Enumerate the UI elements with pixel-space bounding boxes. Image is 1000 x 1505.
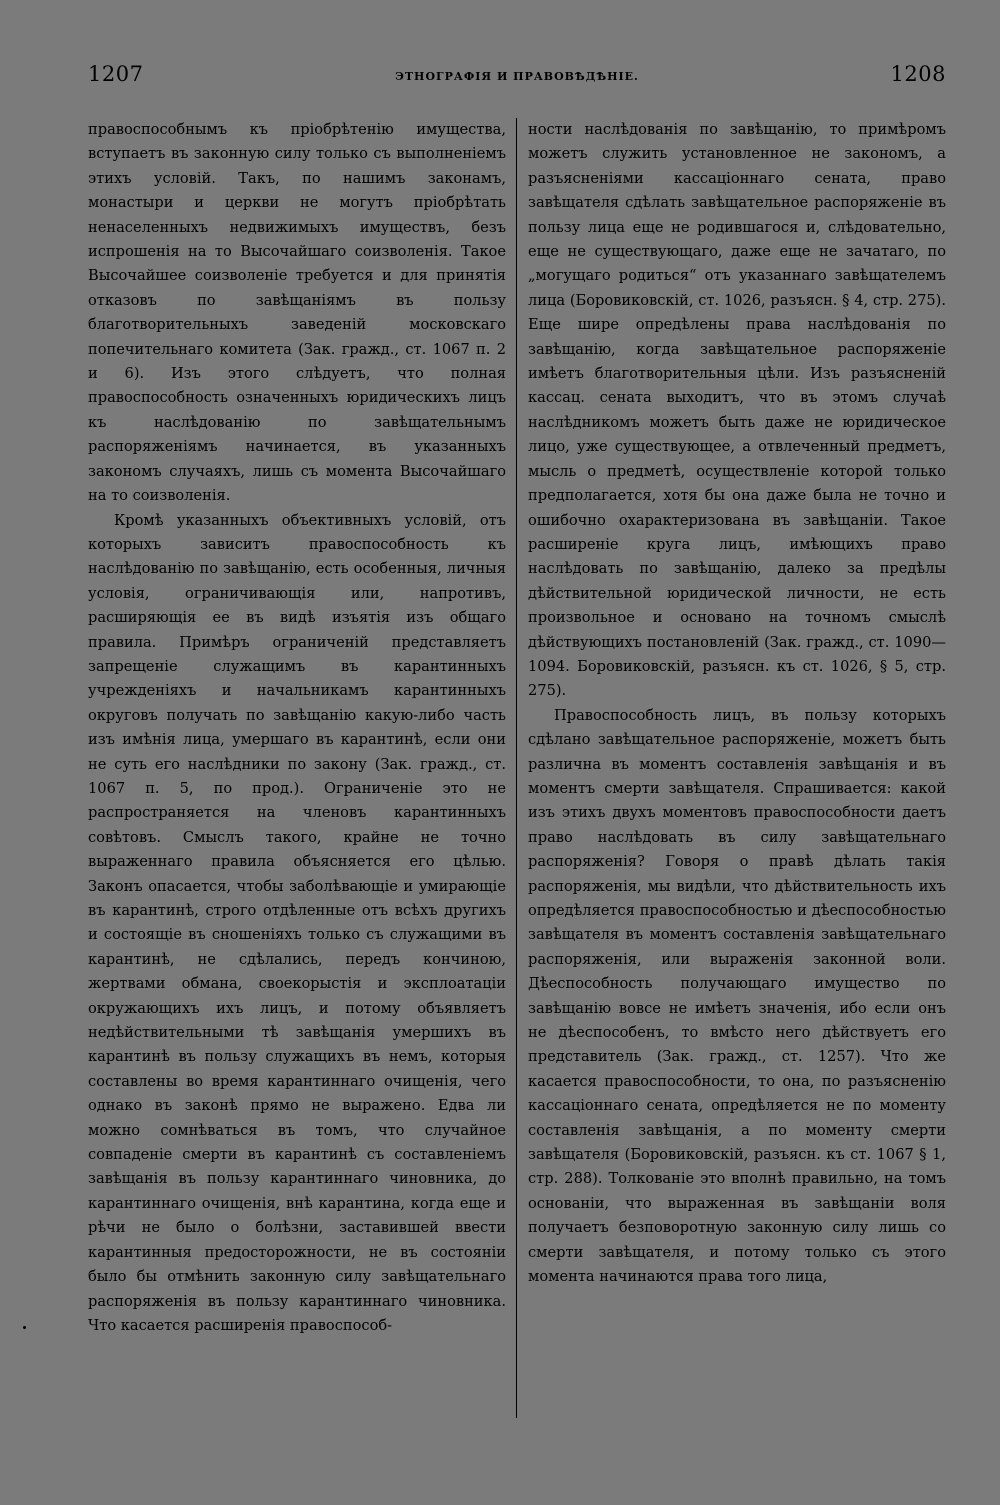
page-number-left: 1207	[88, 62, 144, 86]
page-number-right: 1208	[890, 62, 946, 86]
left-column	[88, 118, 506, 1338]
running-header	[88, 62, 946, 94]
paragraph: Правоспособность лицъ, въ пользу которыхъ сдѣлано завѣщательное распоряженіе, можетъ быть различна въ моментъ составленія завѣщанія и въ моментъ смерти завѣщателя. Спрашивается: какой изъ этихъ двухъ моментовъ правоспособности даетъ право наслѣдовать въ силу завѣщательнаго распоряженія? Говоря о правѣ дѣлать такія распоряженія, мы видѣли, что дѣйствительность ихъ опредѣляется правоспособностью и дѣеспособностью завѣщателя въ моментъ составленія завѣщательнаго распоряженія, или выраженія законной воли. Дѣеспособность получающаго имущество по завѣщанію вовсе не имѣетъ значенія, ибо если онъ не дѣеспособенъ, то вмѣсто него дѣйствуетъ его представитель (Зак. гражд., ст. 1257). Что же касается правоспособности, то она, по разъясненію кассаціоннаго сената, опредѣляется не по моменту составленія завѣщанія, а по моменту смерти завѣщателя (Боровиковскій, разъясн. къ ст. 1067 § 1, стр. 288). Толкованіе это вполнѣ правильно, на томъ основаніи, что выраженная въ завѣщаніи воля получаетъ безповоротную законную силу лишь со смерти завѣщателя, и потому только съ этого момента начинаются права того лица,	[528, 706, 946, 1286]
running-title: ЭТНОГРАФІЯ И ПРАВОВѢДѢНІЕ.	[395, 70, 639, 83]
paragraph: правоспособнымъ къ пріобрѣтенію имущества, вступаетъ въ законную силу только съ выполненіемъ этихъ условій. Такъ, по нашимъ законамъ, монастыри и церкви не могутъ пріобрѣтать ненаселенныхъ недвижимыхъ имуществъ, безъ испрошенія на то Высочайшаго соизволенія. Такое Высочайшее соизволеніе требуется и для принятія отказовъ по завѣщаніямъ въ пользу благотворительныхъ заведеній московскаго попечительнаго комитета (Зак. гражд., ст. 1067 п. 2 и 6). Изъ этого слѣдуетъ, что полная правоспособность означенныхъ юридическихъ лицъ къ наслѣдованію по завѣщательнымъ распоряженіямъ начинается, въ указанныхъ закономъ случаяхъ, лишь съ момента Высочайшаго на то соизволенія.	[88, 121, 506, 505]
right-column	[528, 118, 946, 1290]
paragraph: Кромѣ указанныхъ объективныхъ условій, отъ которыхъ зависитъ правоспособность къ наслѣдованію по завѣщанію, есть особенныя, личныя условія, ограничивающія или, напротивъ, расширяющія ее въ видѣ изъятія изъ общаго правила. Примѣръ ограниченій представляетъ запрещеніе служащимъ въ карантинныхъ учрежденіяхъ и начальникамъ карантинныхъ округовъ получать по завѣщанію какую-либо часть изъ имѣнія лица, умершаго въ карантинѣ, если они не суть его наслѣдники по закону (Зак. гражд., ст. 1067 п. 5, по прод.). Ограниченіе это не распространяется на членовъ карантинныхъ совѣтовъ. Смыслъ такого, крайне не точно выраженнаго правила объясняется его цѣлью. Законъ опасается, чтобы заболѣвающіе и умирающіе въ карантинѣ, строго отдѣленные отъ всѣхъ другихъ и состоящіе въ сношеніяхъ только съ служащими въ карантинѣ, не сдѣлались, передъ кончиною, жертвами обмана, своекорыстія и эксплоатаціи окружающихъ ихъ лицъ, и потому объявляетъ недѣйствительными тѣ завѣщанія умершихъ въ карантинѣ въ пользу служащихъ въ немъ, которыя составлены во время карантиннаго очищенія, чего однако въ законѣ прямо не выражено. Едва ли можно сомнѣваться въ томъ, что случайное совпаденіе смерти въ карантинѣ съ составленіемъ завѣщанія въ пользу карантиннаго чиновника, до карантиннаго очищенія, внѣ карантина, когда еще и рѣчи не было о болѣзни, заставившей ввести карантинныя предосторожности, не въ состояніи было бы отмѣнить законную силу завѣщательнаго распоряженія въ пользу карантиннаго чиновника. Что касается расширенія правоспособ-	[88, 511, 506, 1334]
column-divider	[516, 118, 517, 1418]
margin-speck	[23, 1326, 26, 1329]
paragraph: ности наслѣдованія по завѣщанію, то примѣромъ можетъ служить установленное не закономъ, а разъясненіями кассаціоннаго сената, право завѣщателя сдѣлать завѣщательное распоряженіе въ пользу лица еще не родившагося и, слѣдовательно, еще не существующаго, даже еще не зачатаго, по „могущаго родиться“ отъ указаннаго завѣщателемъ лица (Боровиковскій, ст. 1026, разъясн. § 4, стр. 275). Еще шире опредѣлены права наслѣдованія по завѣщанію, когда завѣщательное распоряженіе имѣетъ благотворительныя цѣли. Изъ разъясненій кассац. сената выходитъ, что въ этомъ случаѣ наслѣдникомъ можетъ быть даже не юридическое лицо, уже существующее, а отвлеченный предметъ, мысль о предметѣ, осуществленіе которой только предполагается, хотя бы она даже была не точно и ошибочно охарактеризована въ завѣщаніи. Такое расширеніе круга лицъ, имѣющихъ право наслѣдовать по завѣщанію, далеко за предѣлы дѣйствительной юридической личности, не есть произвольное и основано на точномъ смыслѣ дѣйствующихъ постановленій (Зак. гражд., ст. 1090—1094. Боровиковскій, разъясн. къ ст. 1026, § 5, стр. 275).	[528, 121, 946, 700]
